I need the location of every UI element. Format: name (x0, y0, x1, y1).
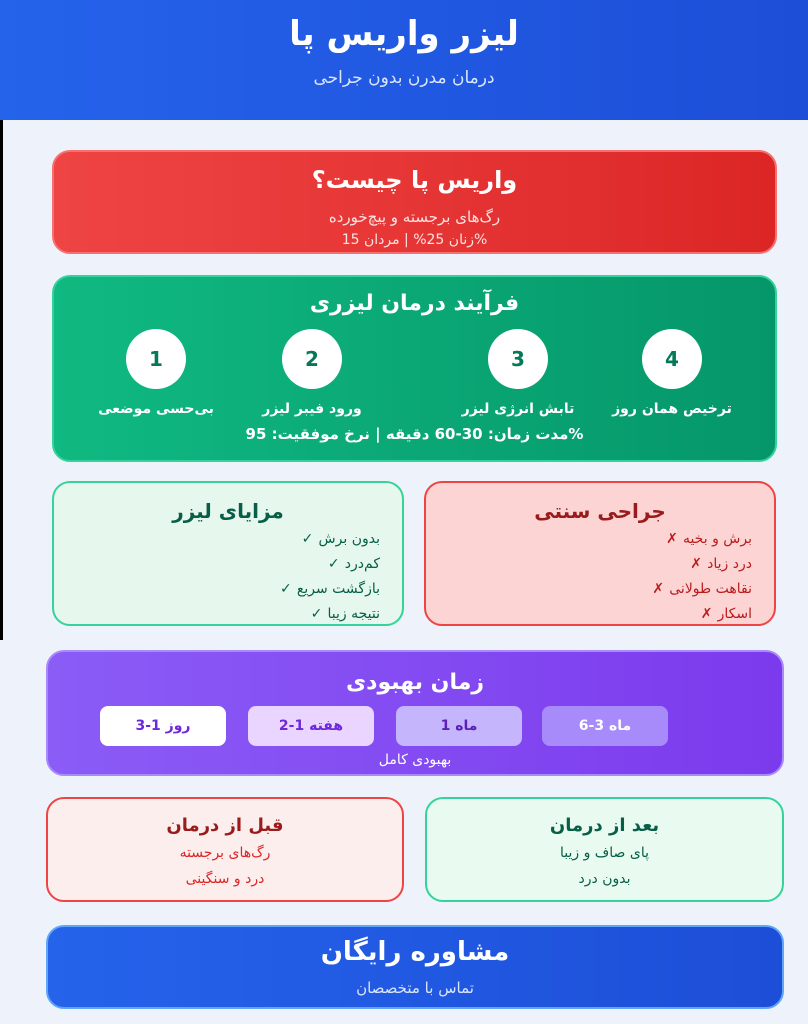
step-number-circle: 3 (488, 329, 548, 389)
before-line-2: درد و سنگینی (185, 871, 265, 887)
page-header (0, 0, 808, 120)
recovery-stage-3: ماه 1 (396, 706, 522, 746)
list-item (74, 581, 380, 606)
list-item (446, 556, 752, 581)
laser-advantages-card (52, 481, 404, 626)
step-label: تابش انرژی لیزر (461, 401, 575, 417)
before-line-1: رگ‌های برجسته (179, 845, 271, 861)
process-summary: %مدت زمان: 30-60 دقیقه | نرخ موفقیت: 95 (245, 425, 584, 443)
step-number-circle: 2 (282, 329, 342, 389)
process-step-1 (76, 329, 236, 417)
process-step-2 (232, 329, 392, 417)
advantages-title: مزایای لیزر (172, 499, 284, 523)
traditional-title: جراحی سنتی (534, 499, 666, 523)
check-icon: ✓ (280, 581, 292, 597)
what-is-title: واریس پا چیست؟ (311, 166, 518, 194)
recovery-stage-1: روز 1-3 (100, 706, 226, 746)
page-subtitle: درمان مدرن بدون جراحی (313, 68, 495, 88)
what-is-description: رگ‌های برجسته و پیچ‌خورده (328, 208, 501, 226)
cross-icon: ✗ (666, 531, 678, 547)
process-step-3 (438, 329, 598, 417)
what-is-card (52, 150, 777, 254)
after-line-2: بدون درد (578, 871, 631, 887)
item-text: بدون برش (318, 531, 380, 547)
left-edge-strip (0, 120, 3, 640)
cta-subtitle: تماس با متخصصان (356, 979, 474, 997)
process-step-4 (592, 329, 752, 417)
before-title: قبل از درمان (166, 815, 284, 836)
recovery-footer: بهبودی کامل (378, 752, 452, 768)
free-consultation-button[interactable] (46, 925, 784, 1009)
process-title: فرآیند درمان لیزری (309, 291, 520, 316)
recovery-title: زمان بهبودی (346, 670, 484, 695)
item-text: درد زیاد (707, 556, 752, 572)
page-title: لیزر واریس پا (289, 14, 519, 54)
item-text: بازگشت سریع (296, 581, 380, 597)
cross-icon: ✗ (690, 556, 703, 572)
check-icon: ✓ (301, 531, 314, 547)
step-label: ترخیص همان روز (612, 401, 732, 417)
after-line-1: پای صاف و زیبا (559, 845, 650, 861)
list-item (74, 556, 380, 581)
check-icon: ✓ (327, 556, 340, 572)
step-number-circle: 1 (126, 329, 186, 389)
traditional-surgery-card (424, 481, 776, 626)
after-treatment-card (425, 797, 784, 902)
after-title: بعد از درمان (549, 815, 660, 836)
recovery-card (46, 650, 784, 776)
list-item (446, 531, 752, 556)
item-text: اسکار (717, 606, 752, 622)
check-icon: ✓ (310, 606, 323, 622)
item-text: برش و بخیه (682, 531, 752, 547)
cross-icon: ✗ (700, 606, 713, 622)
before-treatment-card (46, 797, 404, 902)
item-text: نتیجه زیبا (327, 606, 380, 622)
cta-title: مشاوره رایگان (320, 937, 510, 967)
recovery-stage-2: هفته 1-2 (248, 706, 374, 746)
step-label: ورود فیبر لیزر (262, 401, 362, 417)
item-text: نقاهت طولانی (669, 581, 752, 597)
process-card (52, 275, 777, 462)
traditional-list (446, 531, 752, 631)
cross-icon: ✗ (652, 581, 665, 597)
step-number-circle: 4 (642, 329, 702, 389)
what-is-stats: زنان 25% | مردان 15% (341, 232, 488, 248)
recovery-stage-4: ماه 3-6 (542, 706, 668, 746)
list-item (446, 581, 752, 606)
step-label: بی‌حسی موضعی (98, 401, 214, 417)
list-item (74, 606, 380, 631)
advantages-list (74, 531, 380, 631)
list-item (74, 531, 380, 556)
item-text: کم‌درد (344, 556, 380, 572)
list-item (446, 606, 752, 631)
